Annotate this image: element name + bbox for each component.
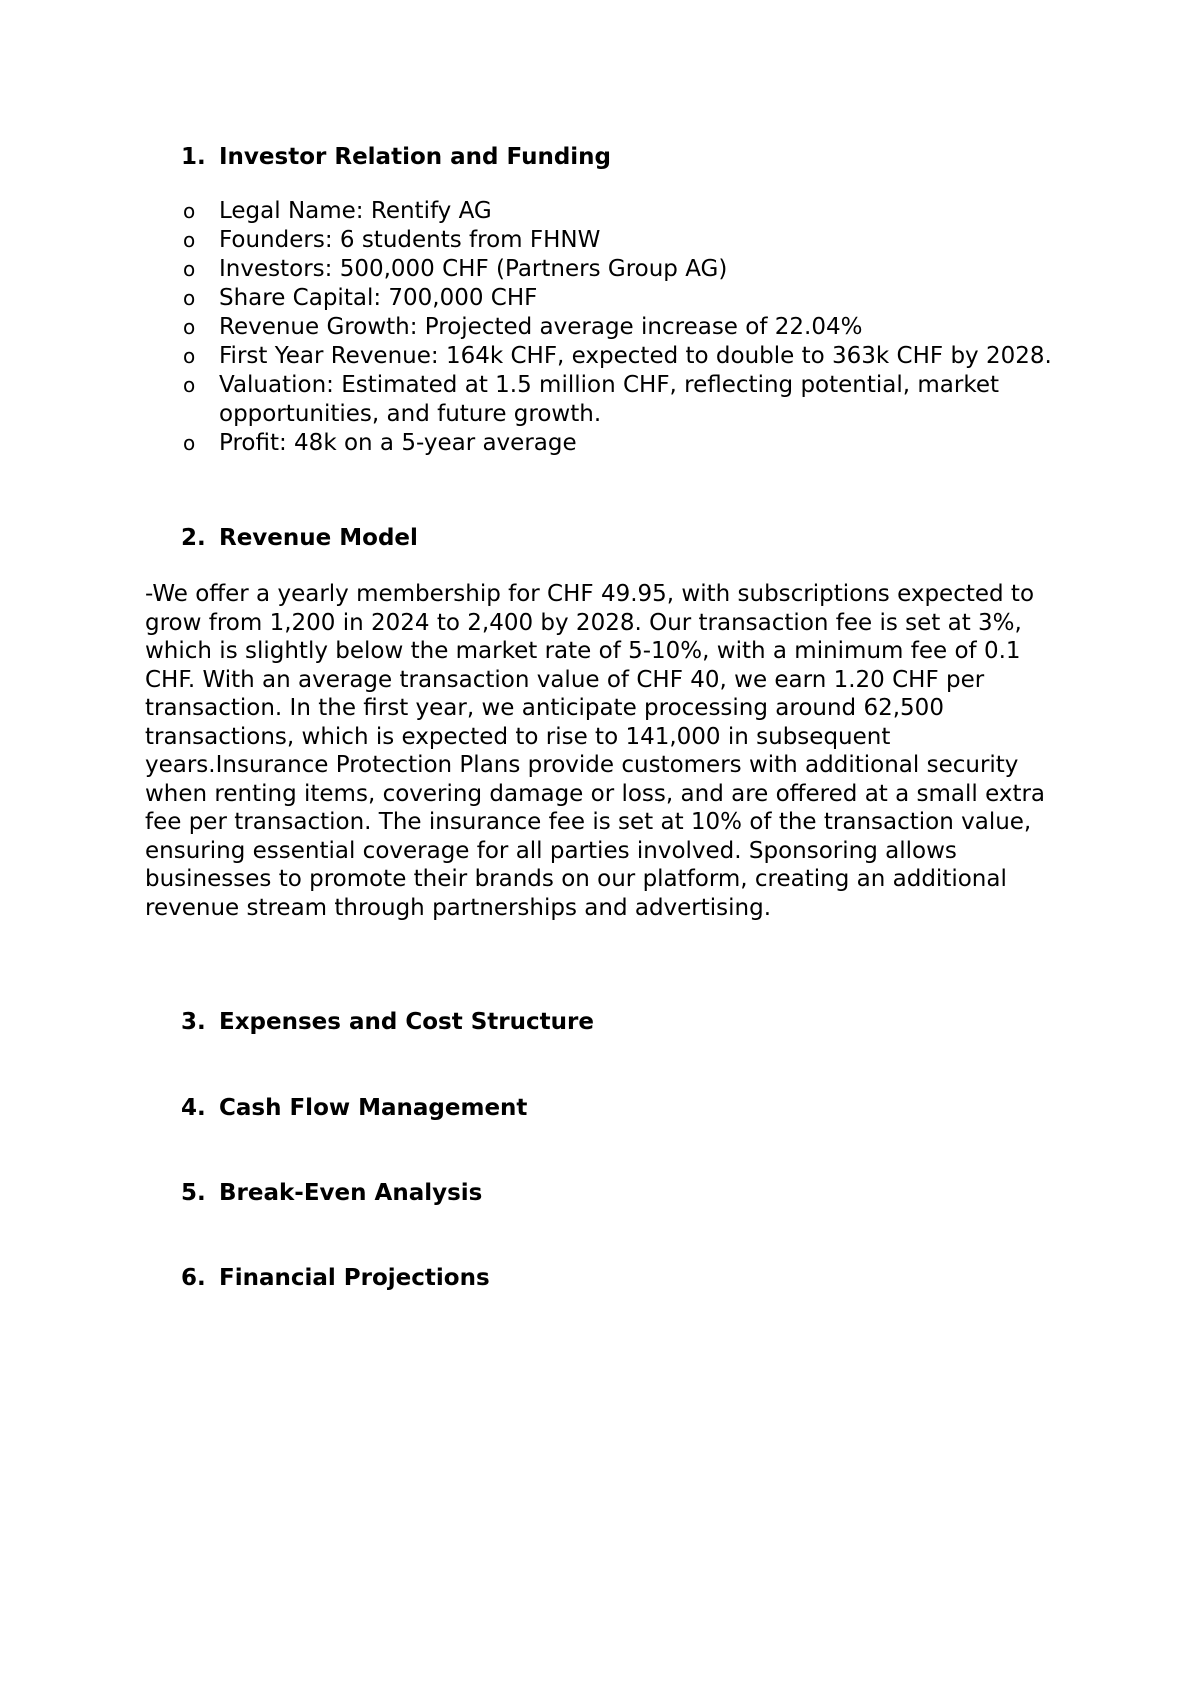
section-number: 2. (181, 525, 206, 551)
section-heading-revenue-model (181, 524, 418, 552)
section-number: 3. (181, 1009, 206, 1035)
section-number: 5. (181, 1180, 206, 1206)
bullet-marker: o (183, 315, 196, 339)
bullet-marker: o (183, 373, 196, 397)
list-item (181, 342, 1061, 371)
bullet-marker: o (183, 344, 196, 368)
section-heading-investor-relations (181, 143, 611, 171)
list-item (181, 371, 1061, 429)
list-item-text: Revenue Growth: Projected average increase of 22.04% (219, 314, 863, 340)
list-item (181, 197, 1061, 226)
section-heading-cash-flow (181, 1094, 527, 1122)
bullet-marker: o (183, 431, 196, 455)
section-title: Revenue Model (219, 525, 418, 551)
list-item-text: Founders: 6 students from FHNW (219, 227, 601, 253)
list-item (181, 284, 1061, 313)
section-title: Expenses and Cost Structure (219, 1009, 594, 1035)
bullet-marker: o (183, 199, 196, 223)
list-item-text: First Year Revenue: 164k CHF, expected to double to 363k CHF by 2028. (219, 343, 1052, 369)
section-title: Break-Even Analysis (219, 1180, 483, 1206)
bullet-marker: o (183, 286, 196, 310)
section-number: 6. (181, 1265, 206, 1291)
list-item-text: Share Capital: 700,000 CHF (219, 285, 538, 311)
section-title: Investor Relation and Funding (219, 144, 611, 170)
list-item-text: Valuation: Estimated at 1.5 million CHF, reflecting potential, market opportunities, and future growth. (219, 372, 1000, 427)
bullet-marker: o (183, 228, 196, 252)
section-heading-break-even (181, 1179, 482, 1207)
list-item-text: Profit: 48k on a 5-year average (219, 430, 577, 456)
section-heading-financial-projections (181, 1264, 490, 1292)
section-number: 4. (181, 1095, 206, 1121)
section-title: Financial Projections (219, 1265, 490, 1291)
revenue-model-paragraph: -We offer a yearly membership for CHF 49.95, with subscriptions expected to grow from 1,200 in 2024 to 2,400 by 2028. Our transaction fee is set at 3%, which is slightly below the market rate of 5-10%, with a minimum fee of 0.1 CHF. With an average transaction value of CHF 40, we earn 1.20 CHF per transaction. In the first year, we anticipate processing around 62,500 transactions, which is expected to rise to 141,000 in subsequent years.Insurance Protection Plans provide customers with additional security when renting items, covering damage or loss, and are offered at a small extra fee per transaction. The insurance fee is set at 10% of the transaction value, ensuring essential coverage for all parties involved. Sponsoring allows businesses to promote their brands on our platform, creating an additional revenue stream through partnerships and advertising. (145, 581, 1046, 921)
bullet-marker: o (183, 257, 196, 281)
list-item (181, 429, 1061, 458)
list-item (181, 226, 1061, 255)
section-number: 1. (181, 144, 206, 170)
funding-details-list (181, 197, 1061, 458)
list-item-text: Investors: 500,000 CHF (Partners Group AG) (219, 256, 728, 282)
section-title: Cash Flow Management (219, 1095, 528, 1121)
list-item (181, 313, 1061, 342)
list-item-text: Legal Name: Rentify AG (219, 198, 492, 224)
list-item (181, 255, 1061, 284)
section-heading-expenses (181, 1008, 594, 1036)
